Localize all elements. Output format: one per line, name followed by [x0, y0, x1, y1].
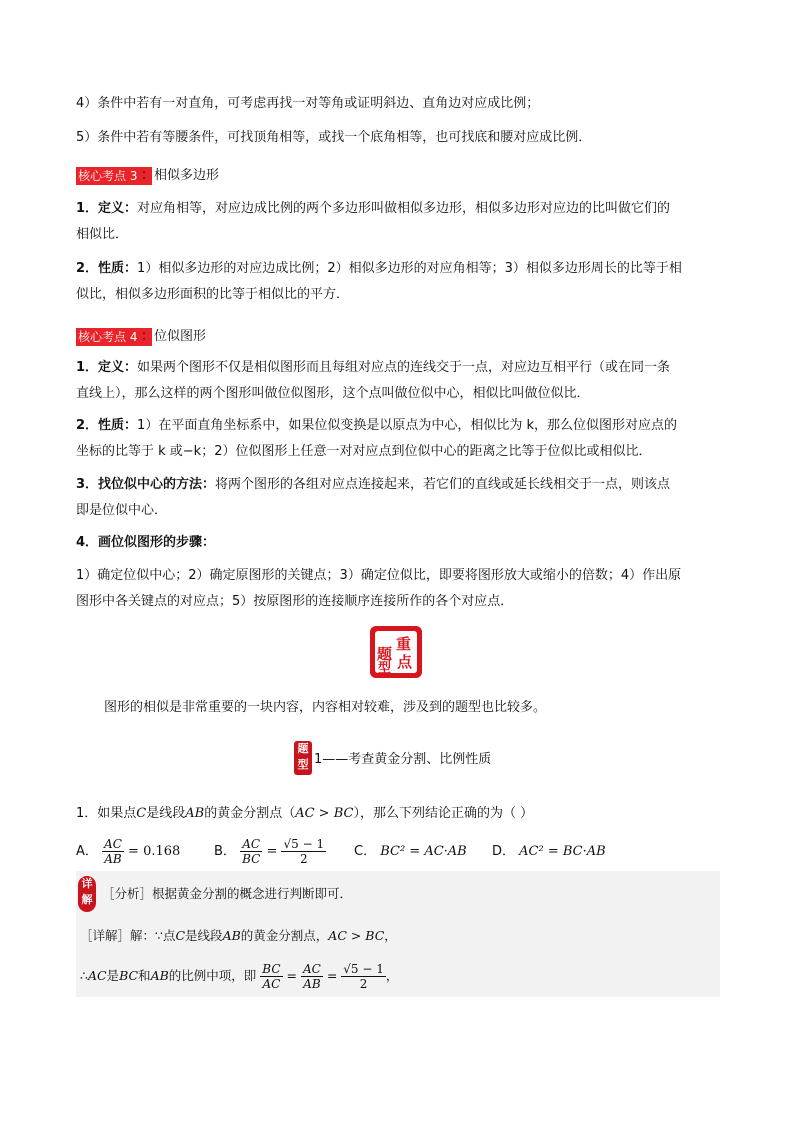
- option-b-num: AC: [240, 837, 262, 852]
- detail-prefix: ［详解］解：∵点: [80, 928, 176, 943]
- core-point-4-title: ：位似图形: [141, 329, 207, 344]
- sec3-prop-line2: 似比，相似多边形面积的比等于相似比的平方．: [76, 287, 350, 302]
- option-b-den: BC: [242, 852, 261, 866]
- detail-mid2: 的黄金分割点，: [240, 928, 329, 943]
- sec4-def-line2: 直线上），那么这样的两个图形叫做位似图形，这个点叫做位似中心，相似比叫做位似比．: [76, 386, 590, 401]
- ratio-2-den: AB: [303, 977, 321, 991]
- detailed-solution-badge-bottom: 解: [81, 893, 93, 906]
- stem-suffix: ），那么下列结论正确的为（ ）: [353, 806, 534, 821]
- sec4-find-label: 3．找位似中心的方法：: [76, 477, 216, 492]
- sec4-find-line1: [76, 475, 670, 495]
- line3-ab: AB: [150, 968, 169, 983]
- badge-char-1: 题: [377, 645, 393, 663]
- ratio-1-num: BC: [262, 962, 281, 976]
- condition-line-5: 5）条件中若有等腰条件，可找顶角相等，或找一个底角相等，也可找底和腰对应成比例．: [76, 130, 592, 145]
- sec4-prop-line2: 坐标的比等于 k 或−k；2）位似图形上任意一对对应点到位似中心的距离之比等于位似比或相似比．: [76, 444, 652, 459]
- line3-mid2: 的比例中项，即: [168, 968, 257, 983]
- sec4-def-label: 1．定义：: [76, 360, 138, 375]
- line3-ac: AC: [87, 968, 107, 983]
- ratio-fraction-1: [260, 962, 282, 991]
- sec3-def-text: 对应角相等，对应边成比例的两个多边形叫做相似多边形，相似多边形对应边的比叫做它们的: [137, 201, 671, 216]
- sec4-prop-label: 2．性质：: [76, 418, 138, 433]
- option-c-expr: BC² = AC·AB: [380, 844, 467, 859]
- key-question-types-badge: [370, 626, 422, 678]
- line3-end: ，: [385, 968, 399, 983]
- sec4-prop-text: 1）在平面直角坐标系中，如果位似变换是以原点为中心，相似比为 k，那么位似图形对应点的: [137, 418, 677, 433]
- sec4-steps-label: 4．画位似图形的步骤：: [76, 535, 216, 550]
- ratio-1-den: AC: [262, 977, 281, 991]
- question-stem: [76, 804, 533, 824]
- option-a-num: AC: [104, 837, 122, 851]
- sec3-prop-text: 1）相似多边形的对应边成比例；2）相似多边形的对应角相等；3）相似多边形周长的比等于相: [137, 261, 682, 276]
- option-d-label: D．: [492, 844, 516, 859]
- condition-line-4: 4）条件中若有一对直角，可考虑再找一对等角或证明斜边、直角边对应成比例；: [76, 96, 540, 111]
- detail-mid: 是线段: [185, 928, 223, 943]
- ratio-2-num: AC: [302, 962, 321, 976]
- option-c-label: C．: [354, 844, 377, 859]
- detail-line: [80, 926, 397, 946]
- option-b-rhs-den: 2: [299, 852, 308, 866]
- question-type-badge: [294, 741, 312, 775]
- option-b-rhs-fraction: [281, 837, 326, 866]
- intro-text: 图形的相似是非常重要的一块内容，内容相对较难，涉及到的题型也比较多。: [104, 700, 547, 715]
- sec3-prop-label: 2．性质：: [76, 261, 138, 276]
- question-type-badge-bottom: 型: [297, 758, 309, 771]
- analysis-line: ［分析］根据黄金分割的概念进行判断即可．: [102, 886, 353, 901]
- option-b-eq: =: [266, 844, 278, 859]
- line3-bc: BC: [119, 968, 139, 983]
- sec3-prop-line1: [76, 259, 682, 279]
- option-b[interactable]: [214, 834, 326, 870]
- stem-prefix: 1．如果点: [76, 806, 137, 821]
- sec4-def-line1: [76, 358, 670, 378]
- detailed-solution-badge-top: 详: [81, 877, 93, 890]
- sec4-find-line2: 即是位似中心．: [76, 503, 168, 518]
- option-b-fraction: [240, 837, 262, 866]
- badge-char-3: 型: [378, 661, 392, 676]
- detail-condition: AC > BC: [328, 928, 385, 943]
- option-b-label: B．: [214, 844, 236, 859]
- detail-segment-ab: AB: [222, 928, 241, 943]
- detail-point-c: C: [175, 928, 186, 943]
- detail-end: ，: [384, 928, 397, 943]
- option-a-label: A．: [76, 844, 98, 859]
- sec3-def-line2: 相似比．: [76, 227, 129, 242]
- stem-segment-ab: AB: [185, 806, 205, 821]
- stem-point-c: C: [136, 806, 147, 821]
- core-point-3-tag: 核心考点 3: [76, 167, 152, 185]
- badge-char-4: 点: [397, 653, 413, 671]
- core-point-4-tag: 核心考点 4: [76, 328, 152, 346]
- sec4-find-text: 将两个图形的各组对应点连接起来，若它们的直线或延长线相交于一点，则该点: [215, 477, 671, 492]
- option-a-den: AB: [104, 852, 122, 866]
- equals-2: =: [326, 968, 338, 983]
- sec3-def-label: 1．定义：: [76, 201, 138, 216]
- line3-mid: 是: [106, 968, 120, 983]
- sec3-def-line1: [76, 199, 670, 219]
- question-type-badge-top: 题: [297, 742, 309, 755]
- ratio-3-den: 2: [359, 977, 368, 991]
- sec4-def-text: 如果两个图形不仅是相似图形而且每组对应点的连线交于一点，对应边互相平行（或在同一条: [137, 360, 671, 375]
- stem-condition: AC > BC: [295, 806, 354, 821]
- core-point-3-title: ：相似多边形: [141, 168, 220, 183]
- question-type-title: 1——考查黄金分割、比例性质: [314, 752, 492, 767]
- equals-1: =: [286, 968, 297, 983]
- badge-char-2: 重: [396, 635, 412, 653]
- proportion-line: [80, 958, 398, 994]
- option-c[interactable]: [354, 834, 467, 870]
- ratio-3-num: √5 − 1: [343, 962, 384, 976]
- stem-mid: 是线段: [146, 806, 186, 821]
- option-a-fraction: [102, 837, 124, 866]
- option-b-rhs-num: √5 − 1: [283, 837, 325, 851]
- option-d[interactable]: [492, 834, 606, 870]
- sec4-steps-line1: 1）确定位似中心；2）确定原图形的关键点；3）确定位似比，即要将图形放大或缩小的倍数；4）作出原: [76, 568, 682, 583]
- stem-mid2: 的黄金分割点（: [204, 806, 296, 821]
- ratio-fraction-2: [301, 962, 323, 991]
- option-a-rhs: = 0.168: [128, 844, 181, 859]
- sec4-prop-line1: [76, 416, 677, 436]
- sec4-steps-line2: 图形中各关键点的对应点；5）按原图形的连接顺序连接所作的各个对应点．: [76, 594, 514, 609]
- ratio-fraction-3: [341, 962, 386, 991]
- option-d-expr: AC² = BC·AB: [519, 844, 606, 859]
- therefore-symbol: ∴: [80, 968, 88, 983]
- detailed-solution-badge: [78, 876, 96, 912]
- line3-and: 和: [138, 968, 151, 983]
- option-a[interactable]: [76, 834, 180, 870]
